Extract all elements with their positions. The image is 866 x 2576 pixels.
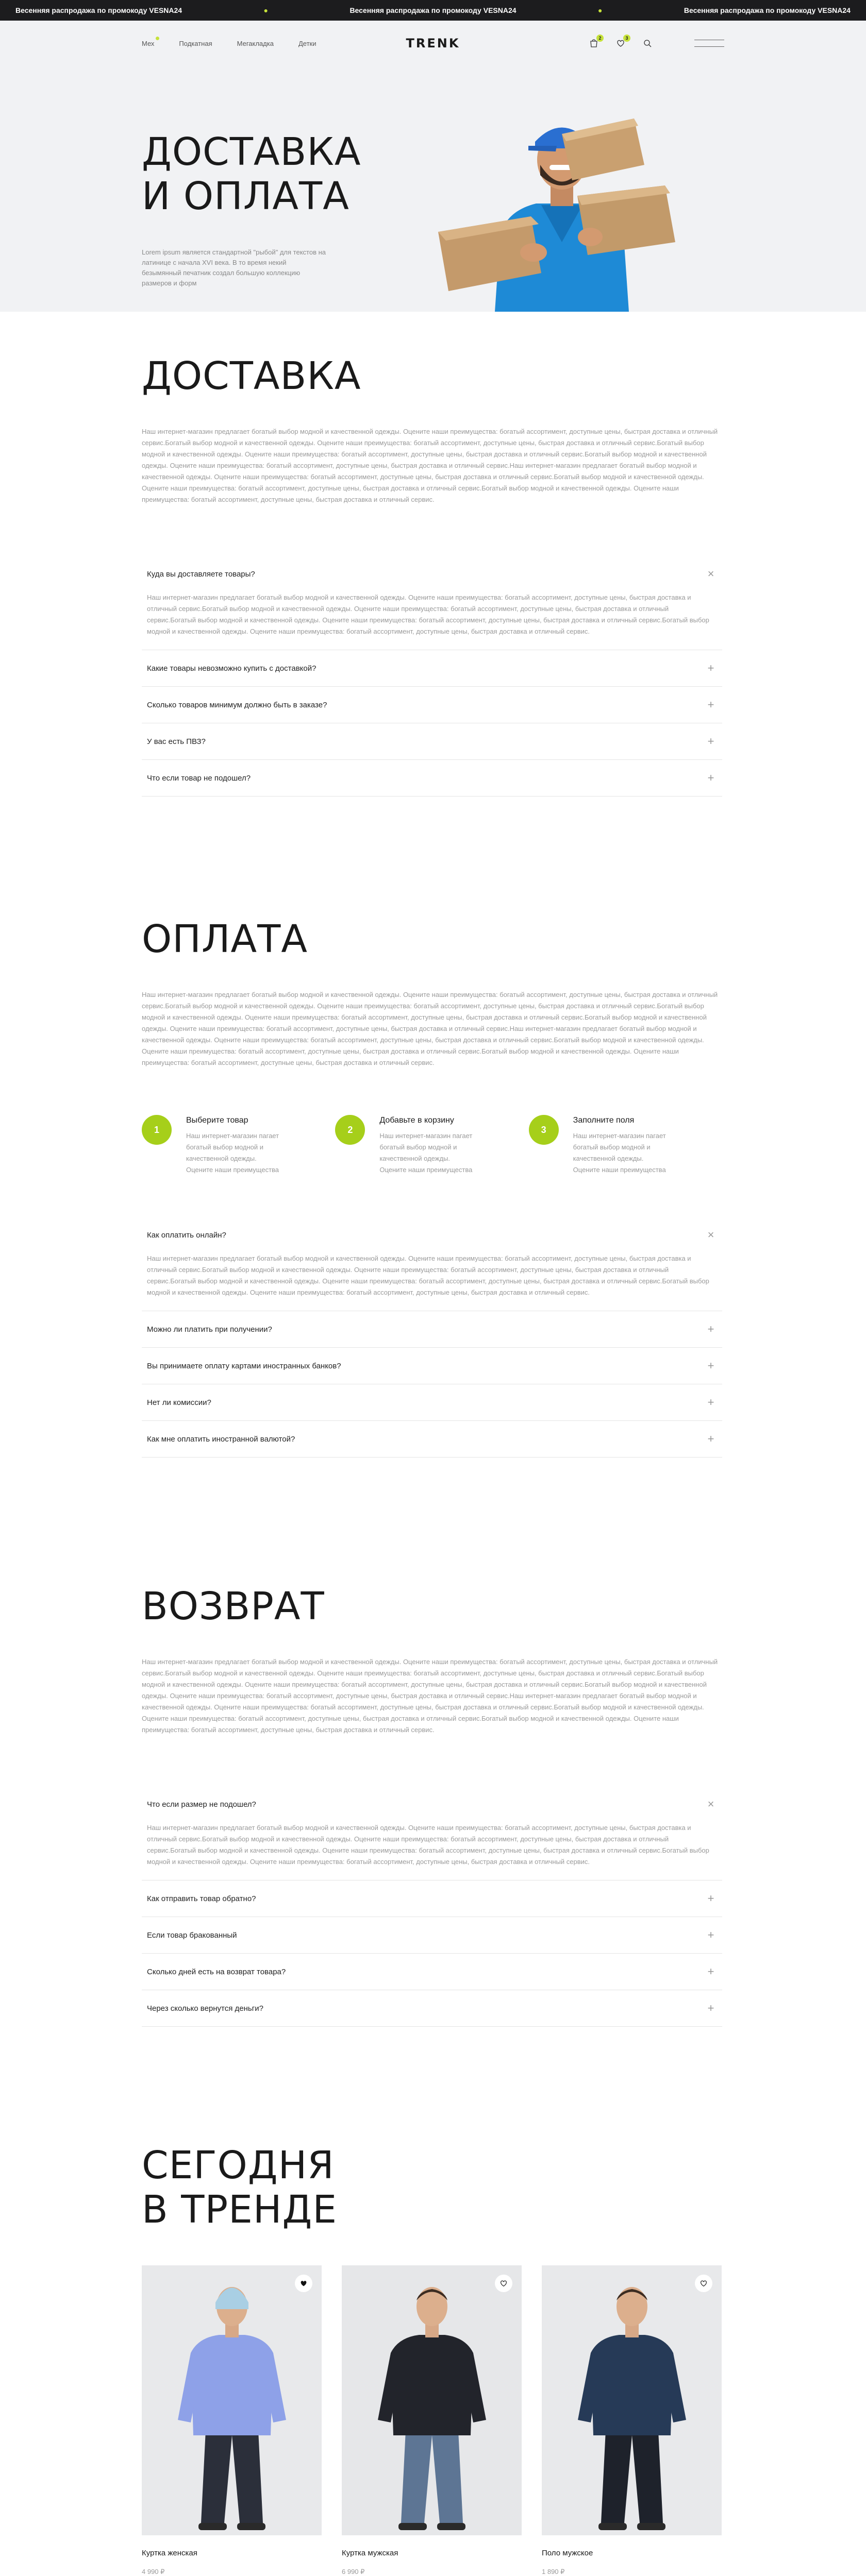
nav-item[interactable]: Детки (298, 39, 317, 47)
section-text: Наш интернет-магазин предлагает богатый выбор модной и качественной одежды. Оцените наши преимущества: богатый ассортимент, доступные цены, быстрая доставка и отличный сервис.Богатый выбор модной и качественной одежды. Оцените наши преимущества: богатый ассортимент, доступные цены, быстрая доставка и отличный сервис.Богатый выбор модной и качественной одежды. Оцените наши преимущества: богатый ассортимент, доступные цены, быстрая доставка и отличный сервис.Богатый выбор модной и качественной одежды. Оцените наши преимущества: богатый ассортимент, доступные цены, быстрая доставка и отличный сервис.Наш интернет-магазин предлагает богатый выбор модной и качественной одежды. Оцените наши преимущества: богатый ассортимент, доступные цены, быстрая доставка и отличный сервис.Богатый выбор модной и качественной одежды. Оцените наши преимущества: богатый ассортимент, доступные цены, быстрая доставка и отличный сервис.Богатый выбор модной и качественной одежды. Оцените наши преимущества: богатый ассортимент, доступные цены, быстрая доставка и отличный сервис. (142, 428, 718, 503)
faq-question[interactable] (147, 1311, 717, 1347)
faq-item (142, 556, 722, 650)
payment-steps (142, 1115, 722, 1176)
title-line: ДОСТАВКА (142, 130, 361, 174)
faq-item (142, 650, 722, 687)
section-title (142, 2143, 722, 2232)
faq-question[interactable] (147, 1954, 717, 1990)
faq-item (142, 1348, 722, 1384)
plus-icon[interactable]: + (707, 1892, 714, 1905)
step-text: Наш интернет-магазин пагает богатый выбор модной и качественной одежды. Оцените наши преимущества (379, 1132, 473, 1174)
faq-item (142, 760, 722, 796)
step-title: Заполните поля (573, 1116, 635, 1125)
favorite-button[interactable] (495, 2275, 512, 2292)
faq-item (142, 723, 722, 760)
payment-step (335, 1115, 528, 1176)
product-price: 6 990 ₽ (342, 2568, 365, 2575)
plus-icon[interactable]: + (707, 1359, 714, 1372)
plus-icon[interactable]: + (707, 1928, 714, 1941)
faq-item (142, 1217, 722, 1311)
product-price: 1 890 ₽ (542, 2568, 565, 2575)
faq-question-label: Какие товары невозможно купить с доставкой? (147, 664, 317, 673)
faq-list (142, 1217, 722, 1458)
close-icon[interactable]: × (707, 567, 714, 580)
title-line: И ОПЛАТА (142, 174, 349, 218)
faq-question-label: Вы принимаете оплату картами иностранных банков? (147, 1361, 341, 1370)
returns-section (0, 1584, 864, 2027)
faq-question-label: Как оплатить онлайн? (147, 1230, 226, 1240)
section-title: ВОЗВРАТ (142, 1584, 325, 1629)
faq-question[interactable] (147, 1917, 717, 1953)
section-title: ОПЛАТА (142, 917, 308, 961)
faq-question-label: Как отправить товар обратно? (147, 1894, 256, 1903)
faq-item (142, 1311, 722, 1348)
plus-icon[interactable]: + (707, 1432, 714, 1445)
payment-section (0, 917, 864, 1458)
faq-item (142, 1786, 722, 1880)
promo-ticker (0, 0, 866, 21)
product-name[interactable]: Куртка женская (142, 2549, 197, 2557)
favorite-button[interactable] (295, 2275, 312, 2292)
faq-question-label: Нет ли комиссии? (147, 1398, 211, 1407)
cart-count-badge: 2 (596, 35, 604, 42)
faq-question-label: Сколько товаров минимум должно быть в заказе? (147, 700, 327, 709)
nav-item[interactable] (142, 40, 154, 47)
faq-question[interactable] (147, 1421, 717, 1457)
model-figure (542, 2265, 722, 2535)
plus-icon[interactable]: + (707, 2002, 714, 2014)
faq-question[interactable] (147, 723, 717, 759)
faq-question[interactable] (147, 1990, 717, 2026)
ticker-item: Весенняя распродажа по промокоду VESNA24 (15, 6, 182, 14)
faq-list (142, 1786, 722, 2027)
cart-button[interactable] (588, 36, 602, 49)
faq-question-label: Если товар бракованный (147, 1930, 237, 1940)
nav-item[interactable]: Мегакладка (237, 39, 274, 47)
faq-question[interactable] (147, 687, 717, 723)
faq-question[interactable] (147, 1880, 717, 1917)
delivery-section (0, 354, 864, 796)
search-button[interactable] (642, 38, 653, 49)
hero-section (0, 21, 866, 312)
faq-question[interactable] (147, 556, 717, 592)
favorite-button[interactable] (695, 2275, 712, 2292)
faq-list (142, 556, 722, 796)
faq-question-label: Что если товар не подошел? (147, 773, 251, 783)
faq-question[interactable] (147, 1786, 717, 1822)
faq-question[interactable] (147, 1217, 717, 1253)
product-grid (142, 2265, 722, 2576)
model-figure (342, 2265, 522, 2535)
faq-question-label: Что если размер не подошел? (147, 1800, 256, 1809)
nav-item-label: Мех (142, 39, 155, 47)
faq-question-label: Как мне оплатить иностранной валютой? (147, 1434, 295, 1444)
heart-filled-icon (299, 2279, 308, 2287)
faq-question[interactable] (147, 650, 717, 686)
product-image[interactable] (542, 2265, 722, 2535)
heart-icon (700, 2279, 708, 2287)
nav-item[interactable]: Подкатная (179, 39, 212, 47)
faq-item (142, 1421, 722, 1458)
faq-answer: Наш интернет-магазин предлагает богатый выбор модной и качественной одежды. Оцените наши преимущества: богатый ассортимент, доступные цены, быстрая доставка и отличный сервис.Богатый выбор модной и качественной одежды. Оцените наши преимущества: богатый ассортимент, доступные цены, быстрая доставка и отличный сервис.Богатый выбор модной и качественной одежды. Оцените наши преимущества: богатый ассортимент, доступные цены, быстрая доставка и отличный сервис.Богатый выбор модной и качественной одежды. Оцените наши преимущества: богатый ассортимент, доступные цены, быстрая доставка и отличный сервис. (147, 1824, 709, 1866)
faq-answer: Наш интернет-магазин предлагает богатый выбор модной и качественной одежды. Оцените наши преимущества: богатый ассортимент, доступные цены, быстрая доставка и отличный сервис.Богатый выбор модной и качественной одежды. Оцените наши преимущества: богатый ассортимент, доступные цены, быстрая доставка и отличный сервис.Богатый выбор модной и качественной одежды. Оцените наши преимущества: богатый ассортимент, доступные цены, быстрая доставка и отличный сервис.Богатый выбор модной и качественной одежды. Оцените наши преимущества: богатый ассортимент, доступные цены, быстрая доставка и отличный сервис. (147, 594, 709, 635)
step-number: 1 (142, 1115, 172, 1145)
plus-icon[interactable]: + (707, 698, 714, 711)
ticker-separator: ● (263, 6, 268, 14)
trending-section (0, 2143, 864, 2576)
faq-question-label: У вас есть ПВЗ? (147, 737, 206, 746)
hero-text: Lorem ipsum является стандартной "рыбой" для текстов на латинице с начала XVI века. В то время некий безымянный печатник создал большую коллекцию размеров и форм (142, 248, 326, 287)
product-image[interactable] (342, 2265, 522, 2535)
fav-count-badge: 3 (623, 35, 630, 42)
plus-icon[interactable]: + (707, 1965, 714, 1978)
header-icons (588, 38, 724, 49)
plus-icon[interactable]: + (707, 1323, 714, 1335)
title-line: СЕГОДНЯ (142, 2143, 335, 2188)
faq-question-label: Можно ли платить при получении? (147, 1325, 272, 1334)
product-price: 4 990 ₽ (142, 2568, 165, 2575)
plus-icon[interactable]: + (707, 662, 714, 674)
main-nav (142, 40, 316, 47)
close-icon[interactable]: × (707, 1798, 714, 1810)
site-header (0, 21, 866, 66)
search-icon (643, 39, 652, 48)
ticker-item: Весенняя распродажа по промокоду VESNA24 (349, 6, 517, 14)
faq-question-label: Через сколько вернутся деньги? (147, 2004, 263, 2013)
faq-item (142, 1954, 722, 1990)
courier-image (423, 88, 691, 312)
section-text: Наш интернет-магазин предлагает богатый выбор модной и качественной одежды. Оцените наши преимущества: богатый ассортимент, доступные цены, быстрая доставка и отличный сервис.Богатый выбор модной и качественной одежды. Оцените наши преимущества: богатый ассортимент, доступные цены, быстрая доставка и отличный сервис.Богатый выбор модной и качественной одежды. Оцените наши преимущества: богатый ассортимент, доступные цены, быстрая доставка и отличный сервис.Богатый выбор модной и качественной одежды. Оцените наши преимущества: богатый ассортимент, доступные цены, быстрая доставка и отличный сервис.Наш интернет-магазин предлагает богатый выбор модной и качественной одежды. Оцените наши преимущества: богатый ассортимент, доступные цены, быстрая доставка и отличный сервис.Богатый выбор модной и качественной одежды. Оцените наши преимущества: богатый ассортимент, доступные цены, быстрая доставка и отличный сервис.Богатый выбор модной и качественной одежды. Оцените наши преимущества: богатый ассортимент, доступные цены, быстрая доставка и отличный сервис. (142, 1658, 718, 1734)
title-line: В ТРЕНДЕ (142, 2188, 338, 2232)
ticker-separator: ● (597, 6, 603, 14)
step-text: Наш интернет-магазин пагает богатый выбор модной и качественной одежды. Оцените наши преимущества (573, 1132, 666, 1174)
faq-question[interactable] (147, 760, 717, 796)
product-card[interactable] (142, 2265, 322, 2576)
step-title: Добавьте в корзину (379, 1116, 454, 1125)
faq-item (142, 1917, 722, 1954)
faq-item (142, 1990, 722, 2027)
model-figure (142, 2265, 322, 2535)
plus-icon[interactable]: + (707, 1396, 714, 1409)
faq-question[interactable] (147, 1384, 717, 1420)
new-dot (156, 37, 159, 40)
ticker-item: Весенняя распродажа по промокоду VESNA24 (684, 6, 851, 14)
section-title: ДОСТАВКА (142, 354, 361, 398)
product-image[interactable] (142, 2265, 322, 2535)
faq-question-label: Куда вы доставляете товары? (147, 569, 255, 579)
faq-item (142, 687, 722, 723)
faq-question[interactable] (147, 1348, 717, 1384)
product-name[interactable]: Поло мужское (542, 2549, 593, 2557)
product-card[interactable] (542, 2265, 722, 2576)
product-card[interactable] (342, 2265, 522, 2576)
favorites-button[interactable] (615, 38, 626, 49)
page-title (142, 130, 361, 218)
close-icon[interactable]: × (707, 1228, 714, 1241)
section-text: Наш интернет-магазин предлагает богатый выбор модной и качественной одежды. Оцените наши преимущества: богатый ассортимент, доступные цены, быстрая доставка и отличный сервис.Богатый выбор модной и качественной одежды. Оцените наши преимущества: богатый ассортимент, доступные цены, быстрая доставка и отличный сервис.Богатый выбор модной и качественной одежды. Оцените наши преимущества: богатый ассортимент, доступные цены, быстрая доставка и отличный сервис.Богатый выбор модной и качественной одежды. Оцените наши преимущества: богатый ассортимент, доступные цены, быстрая доставка и отличный сервис.Наш интернет-магазин предлагает богатый выбор модной и качественной одежды. Оцените наши преимущества: богатый ассортимент, доступные цены, быстрая доставка и отличный сервис.Богатый выбор модной и качественной одежды. Оцените наши преимущества: богатый ассортимент, доступные цены, быстрая доставка и отличный сервис.Богатый выбор модной и качественной одежды. Оцените наши преимущества: богатый ассортимент, доступные цены, быстрая доставка и отличный сервис. (142, 991, 718, 1066)
product-name[interactable]: Куртка мужская (342, 2549, 398, 2557)
logo[interactable]: TRENK (406, 36, 460, 50)
payment-step (142, 1115, 335, 1176)
step-number: 2 (335, 1115, 365, 1145)
step-text: Наш интернет-магазин пагает богатый выбор модной и качественной одежды. Оцените наши преимущества (186, 1132, 279, 1174)
heart-icon (499, 2279, 508, 2287)
menu-button[interactable] (694, 40, 724, 47)
step-number: 3 (529, 1115, 559, 1145)
plus-icon[interactable]: + (707, 735, 714, 748)
plus-icon[interactable]: + (707, 771, 714, 784)
faq-item (142, 1880, 722, 1917)
faq-answer: Наш интернет-магазин предлагает богатый выбор модной и качественной одежды. Оцените наши преимущества: богатый ассортимент, доступные цены, быстрая доставка и отличный сервис.Богатый выбор модной и качественной одежды. Оцените наши преимущества: богатый ассортимент, доступные цены, быстрая доставка и отличный сервис.Богатый выбор модной и качественной одежды. Оцените наши преимущества: богатый ассортимент, доступные цены, быстрая доставка и отличный сервис.Богатый выбор модной и качественной одежды. Оцените наши преимущества: богатый ассортимент, доступные цены, быстрая доставка и отличный сервис. (147, 1255, 709, 1296)
faq-item (142, 1384, 722, 1421)
payment-step (529, 1115, 722, 1176)
faq-question-label: Сколько дней есть на возврат товара? (147, 1967, 286, 1976)
menu-line (694, 46, 724, 47)
step-title: Выберите товар (186, 1116, 248, 1125)
